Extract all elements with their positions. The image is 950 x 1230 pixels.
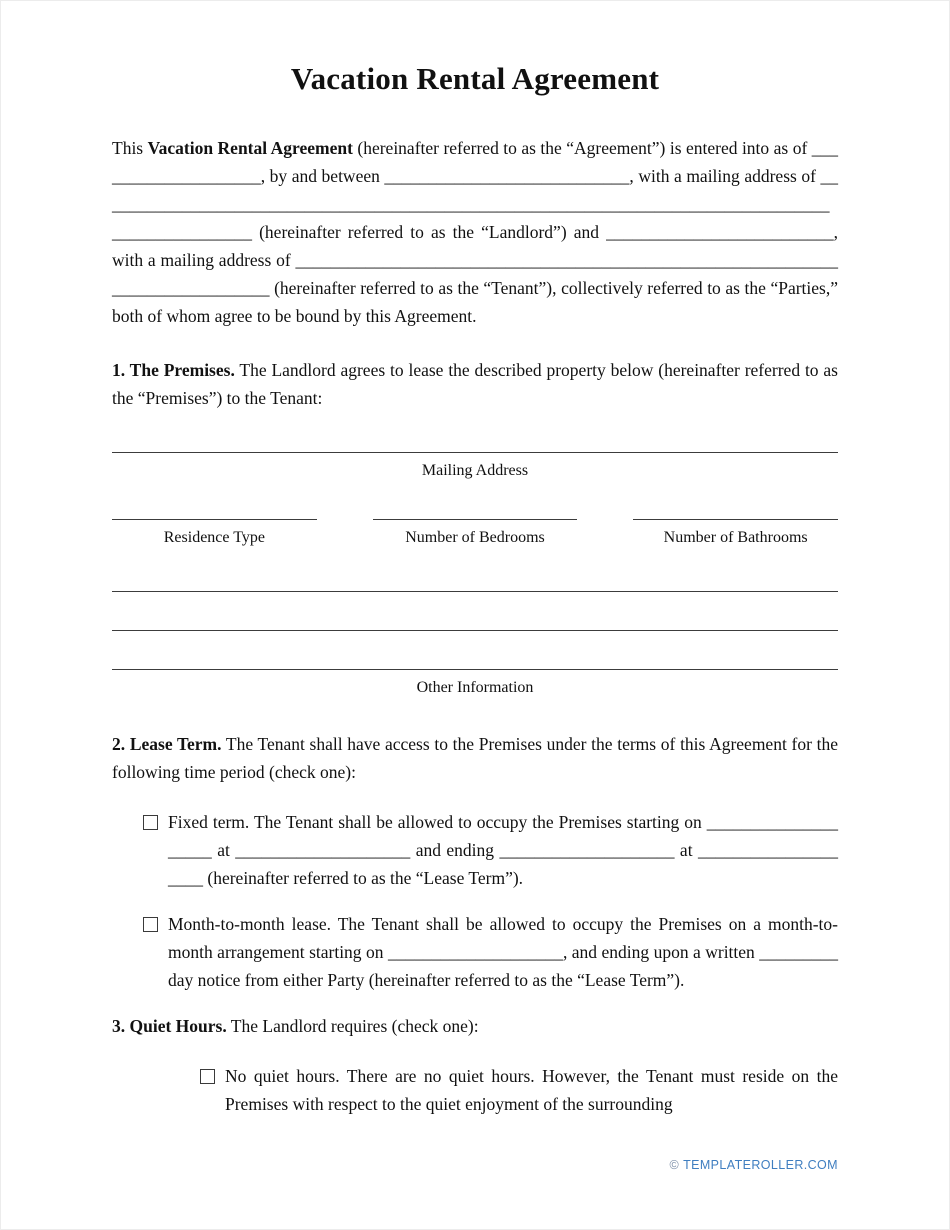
bathrooms-label: Number of Bathrooms	[663, 529, 808, 547]
month-to-month-checkbox[interactable]	[143, 917, 158, 932]
bedrooms-label: Number of Bedrooms	[405, 529, 545, 547]
mailing-address-line[interactable]	[112, 452, 838, 453]
landlord-name-blank[interactable]: ____________________________	[384, 165, 630, 186]
month-to-month-text-2: , and ending upon a written	[562, 942, 760, 963]
lease-term-paragraph	[112, 730, 838, 786]
tenant-name-blank[interactable]: __________________________	[606, 221, 834, 242]
other-information-field	[112, 591, 838, 701]
residence-type-line[interactable]	[112, 519, 317, 520]
document-title: Vacation Rental Agreement	[290, 61, 660, 96]
intro-text-6: , with a mailing address of	[112, 221, 838, 270]
fixed-term-text-2: at	[211, 840, 236, 861]
footer	[669, 1155, 838, 1175]
other-info-label: Other Information	[416, 678, 534, 696]
fixed-start-date-blank[interactable]: ____________________	[168, 812, 838, 861]
fixed-term-text-4: at	[674, 840, 698, 861]
lease-term-options	[112, 808, 838, 994]
fixed-term-text-3: and ending	[410, 840, 500, 861]
other-info-line-1[interactable]	[112, 591, 838, 592]
templateroller-link[interactable]: TEMPLATEROLLER.COM	[683, 1158, 838, 1172]
fixed-end-date-blank[interactable]: ____________________	[499, 840, 675, 861]
fixed-term-checkbox[interactable]	[143, 815, 158, 830]
bathrooms-field	[633, 519, 838, 551]
intro-text-1: This	[112, 137, 148, 158]
copyright-symbol: ©	[669, 1158, 680, 1172]
month-to-month-option	[143, 910, 838, 994]
section-1-body: The Landlord agrees to lease the described property below (hereinafter referred to as the “Premises”) to the Tenant:	[112, 359, 838, 408]
mailing-address-label: Mailing Address	[421, 461, 529, 479]
premises-paragraph	[112, 356, 838, 412]
no-quiet-hours-option	[200, 1062, 838, 1118]
intro-text-3: , by and between	[260, 165, 385, 186]
fixed-term-text-1: Fixed term. The Tenant shall be allowed to occupy the Premises starting on	[168, 812, 707, 833]
quiet-hours-options	[112, 1062, 838, 1118]
residence-type-field	[112, 519, 317, 551]
other-info-line-3[interactable]	[112, 669, 838, 670]
residence-type-label: Residence Type	[163, 529, 265, 547]
month-to-month-text	[168, 910, 838, 994]
landlord-address-blank[interactable]: ____________________________________________________________________________________________________	[112, 165, 838, 242]
section-3-heading: 3. Quiet Hours.	[112, 1016, 227, 1037]
intro-paragraph	[112, 134, 838, 330]
month-to-month-text-3: day notice from either Party (hereinafter referred to as the “Lease Term”).	[168, 970, 685, 991]
month-to-month-text-1: Month-to-month lease. The Tenant shall be allowed to occupy the Premises on a month-to-month arrangement starting on	[168, 914, 838, 963]
bathrooms-line[interactable]	[633, 519, 838, 520]
intro-agreement-name: Vacation Rental Agreement	[147, 137, 353, 158]
no-quiet-hours-text-1: No quiet hours. There are no quiet hours. However, the Tenant must reside on the Premises with respect to the quiet enjoyment of the surrounding	[225, 1066, 838, 1115]
bedrooms-field	[373, 519, 578, 551]
document-content	[112, 54, 838, 1118]
mailing-address-field	[112, 452, 838, 484]
notice-days-blank[interactable]: _________	[759, 942, 838, 963]
monthly-start-date-blank[interactable]: ____________________	[387, 942, 563, 963]
section-3-body: The Landlord requires (check one):	[226, 1016, 479, 1037]
fixed-end-time-blank[interactable]: ____________________	[168, 840, 838, 889]
section-1-heading: 1. The Premises.	[112, 359, 235, 380]
fixed-start-time-blank[interactable]: ____________________	[235, 840, 411, 861]
quiet-hours-paragraph	[112, 1012, 838, 1040]
other-info-line-2[interactable]	[112, 630, 838, 631]
intro-text-7: (hereinafter referred to as the “Tenant”), collectively referred to as the “Parties,” both of whom agree to be bound by this Agreement.	[112, 277, 838, 326]
tenant-address-blank[interactable]: ________________________________________________________________________________	[112, 249, 838, 298]
intro-text-5: (hereinafter referred to as the “Landlord”) and	[252, 221, 607, 242]
section-2-heading: 2. Lease Term.	[112, 734, 222, 755]
bedrooms-line[interactable]	[373, 519, 578, 520]
section-2-body: The Tenant shall have access to the Premises under the terms of this Agreement for the following time period (check one):	[112, 734, 838, 783]
agreement-date-blank[interactable]: ____________________	[112, 137, 838, 186]
fixed-term-text	[168, 808, 838, 892]
fixed-term-option	[143, 808, 838, 892]
premises-detail-row	[112, 519, 838, 551]
no-quiet-hours-text	[225, 1062, 838, 1118]
no-quiet-hours-checkbox[interactable]	[200, 1069, 215, 1084]
fixed-term-text-5: (hereinafter referred to as the “Lease Term”).	[203, 868, 524, 889]
intro-text-2: (hereinafter referred to as the “Agreement”) is entered into as of	[352, 137, 812, 158]
intro-text-4: , with a mailing address of	[629, 165, 821, 186]
